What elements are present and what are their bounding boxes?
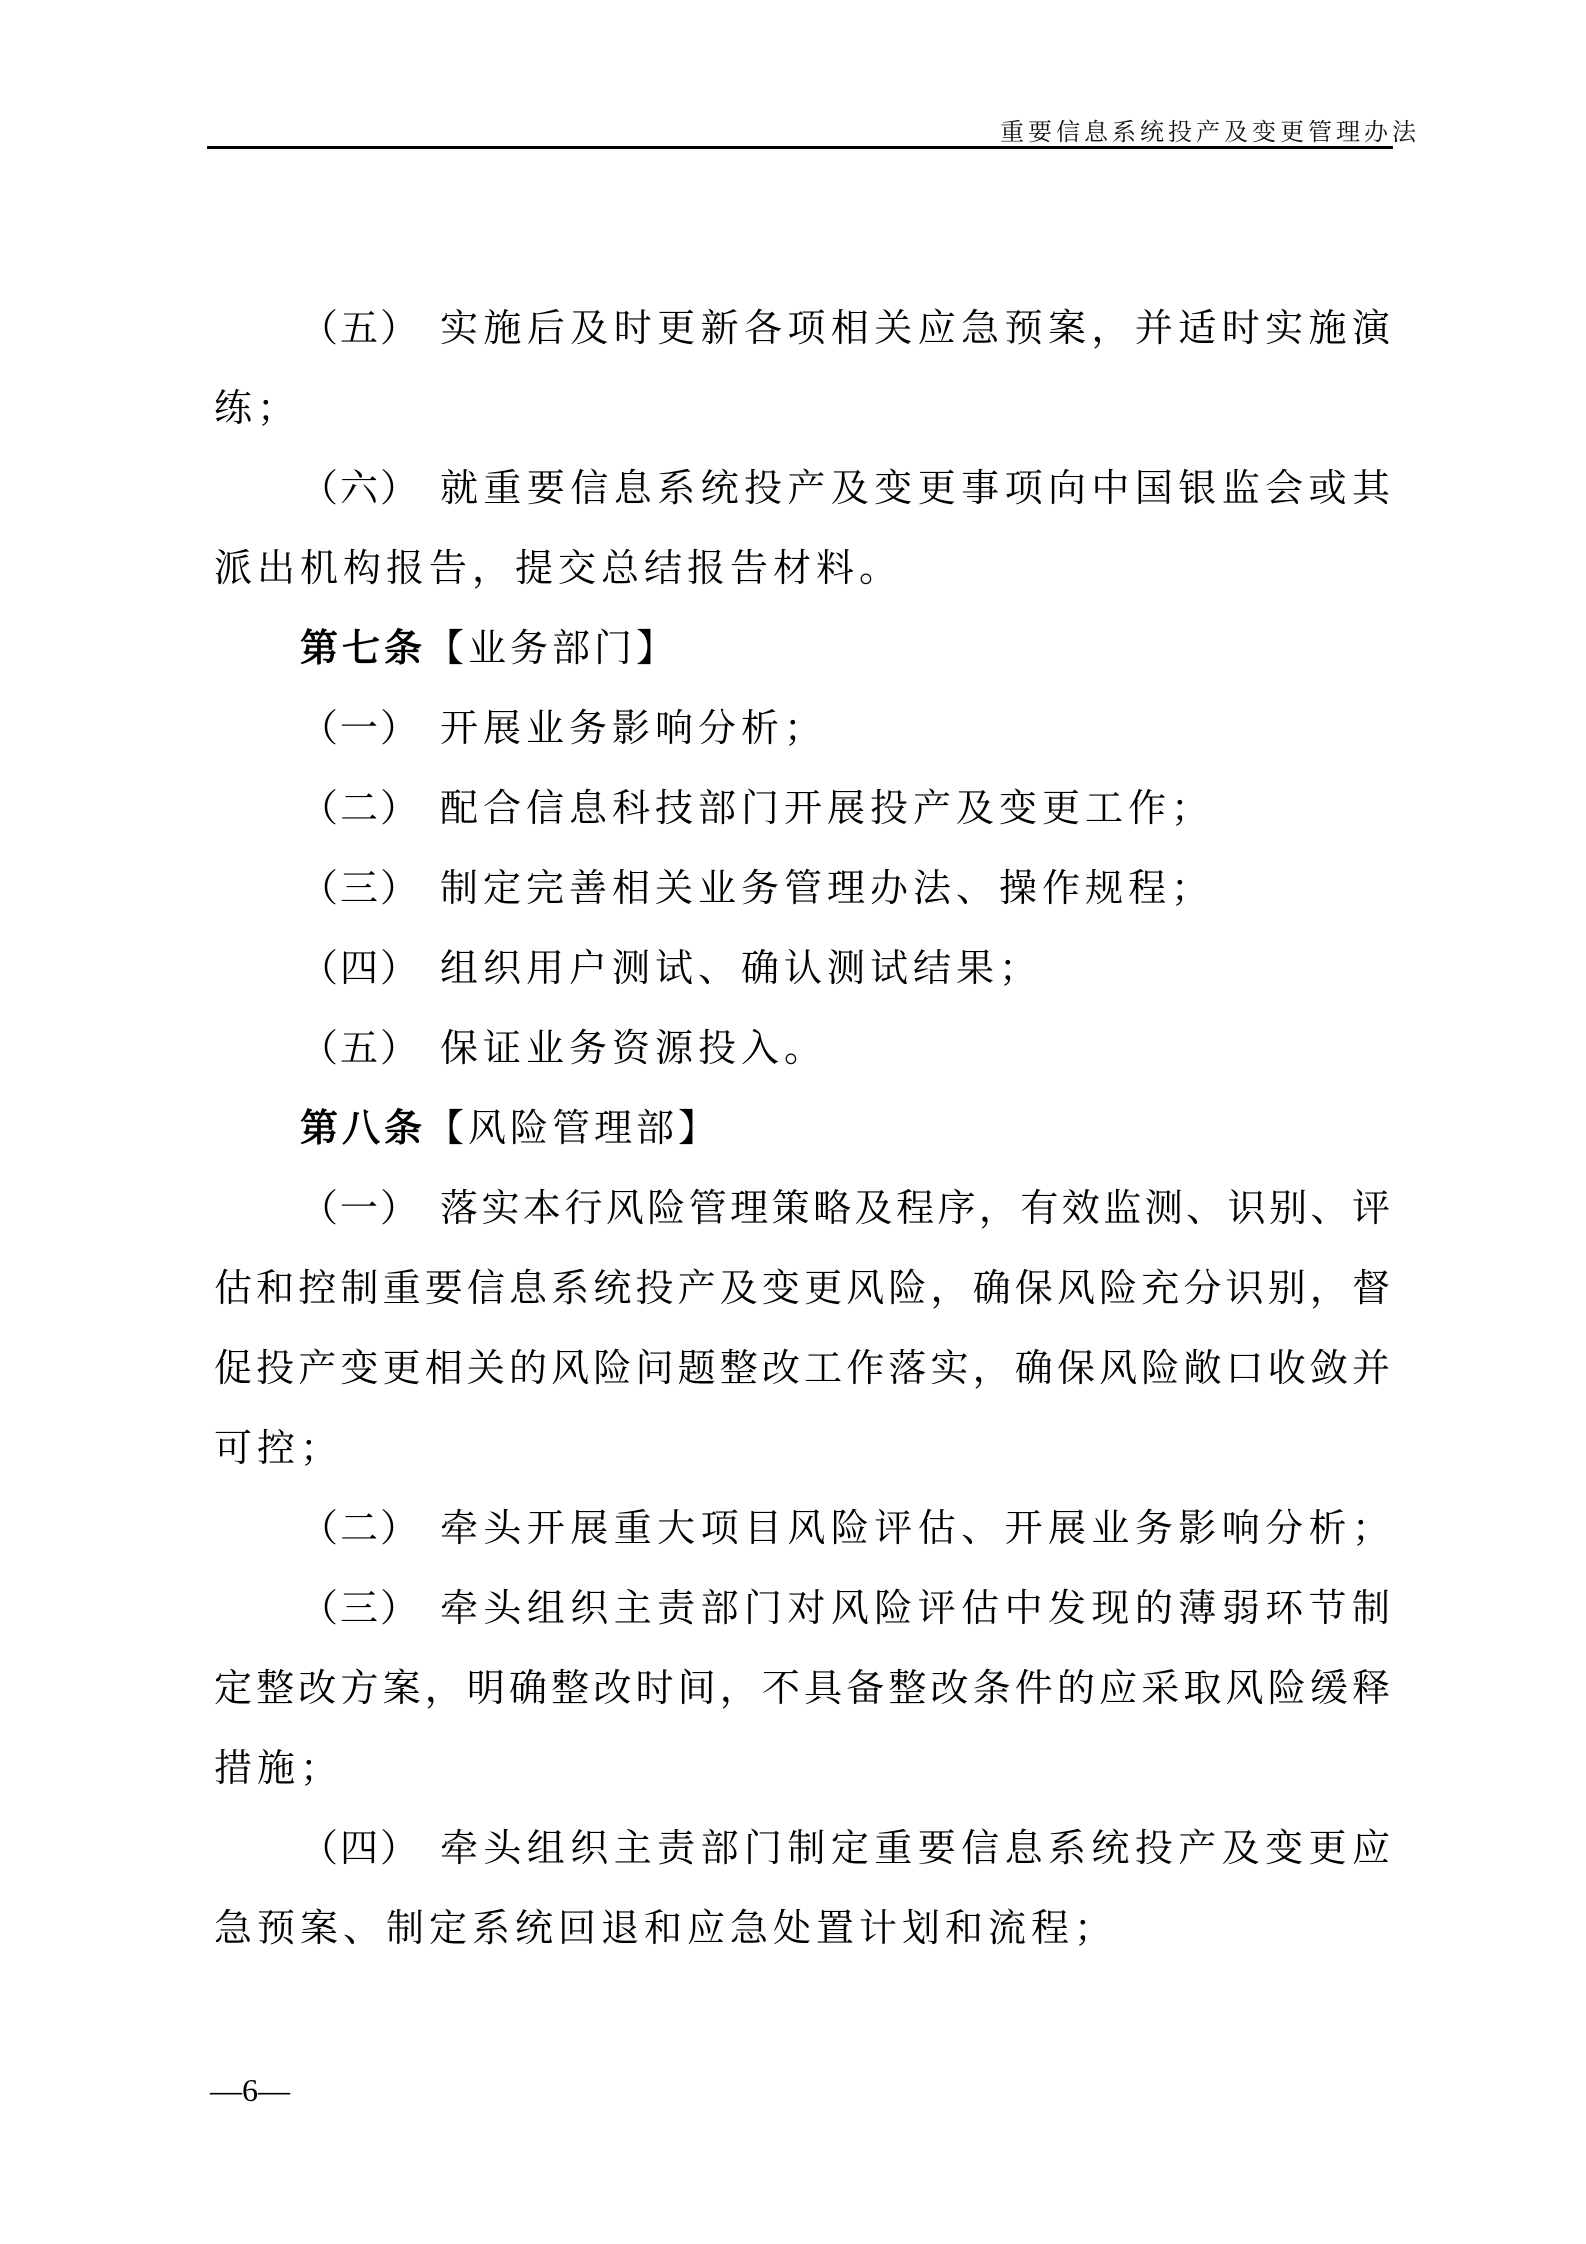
item-text-continuation: 派出机构报告，提交总结报告材料。 (214, 546, 903, 590)
item-number: （二） (300, 786, 421, 830)
item-text-continuation: 措施； (214, 1746, 344, 1790)
item-text: 就重要信息系统投产及变更事项向中国银监会或其 (440, 466, 1390, 510)
item-number: （一） (300, 706, 421, 750)
item-number: （三） (300, 1586, 421, 1630)
article-heading-7 (300, 626, 678, 670)
article-title: 【风险管理部】 (426, 1106, 721, 1150)
item-text: 配合信息科技部门开展投产及变更工作； (440, 786, 1215, 830)
article-heading-8 (300, 1106, 720, 1150)
item-number: （六） (300, 466, 421, 510)
item-number: （二） (300, 1506, 421, 1550)
article-number: 第七条 (300, 625, 427, 670)
item-text: 制定完善相关业务管理办法、操作规程； (440, 866, 1215, 910)
item-number: （三） (300, 866, 421, 910)
item-text: 牵头组织主责部门制定重要信息系统投产及变更应 (440, 1826, 1390, 1870)
item-text: 落实本行风险管理策略及程序，有效监测、识别、评 (440, 1186, 1390, 1230)
header-divider (207, 146, 1393, 149)
document-header-title: 重要信息系统投产及变更管理办法 (1000, 118, 1420, 146)
item-number: （五） (300, 1026, 421, 1070)
article-title: 【业务部门】 (426, 626, 679, 670)
item-number: （四） (300, 1826, 421, 1870)
item-text-continuation: 估和控制重要信息系统投产及变更风险，确保风险充分识别，督 (214, 1266, 1390, 1310)
item-text-continuation: 可控； (214, 1426, 344, 1470)
item-number: （五） (300, 306, 421, 350)
item-text: 组织用户测试、确认测试结果； (440, 946, 1043, 990)
item-text: 牵头组织主责部门对风险评估中发现的薄弱环节制 (440, 1586, 1390, 1630)
item-text-continuation: 促投产变更相关的风险问题整改工作落实，确保风险敞口收敛并 (214, 1346, 1390, 1390)
item-number: （四） (300, 946, 421, 990)
item-text: 实施后及时更新各项相关应急预案，并适时实施演 (440, 306, 1390, 350)
article-number: 第八条 (300, 1105, 427, 1150)
item-text-continuation: 练； (214, 386, 301, 430)
item-text-continuation: 定整改方案，明确整改时间，不具备整改条件的应采取风险缓释 (214, 1666, 1390, 1710)
item-text: 保证业务资源投入。 (440, 1026, 828, 1070)
item-text: 开展业务影响分析； (440, 706, 828, 750)
item-text: 牵头开展重大项目风险评估、开展业务影响分析； (440, 1506, 1390, 1550)
item-text-continuation: 急预案、制定系统回退和应急处置计划和流程； (214, 1906, 1118, 1950)
item-number: （一） (300, 1186, 421, 1230)
page-number: —6— (210, 2072, 290, 2108)
